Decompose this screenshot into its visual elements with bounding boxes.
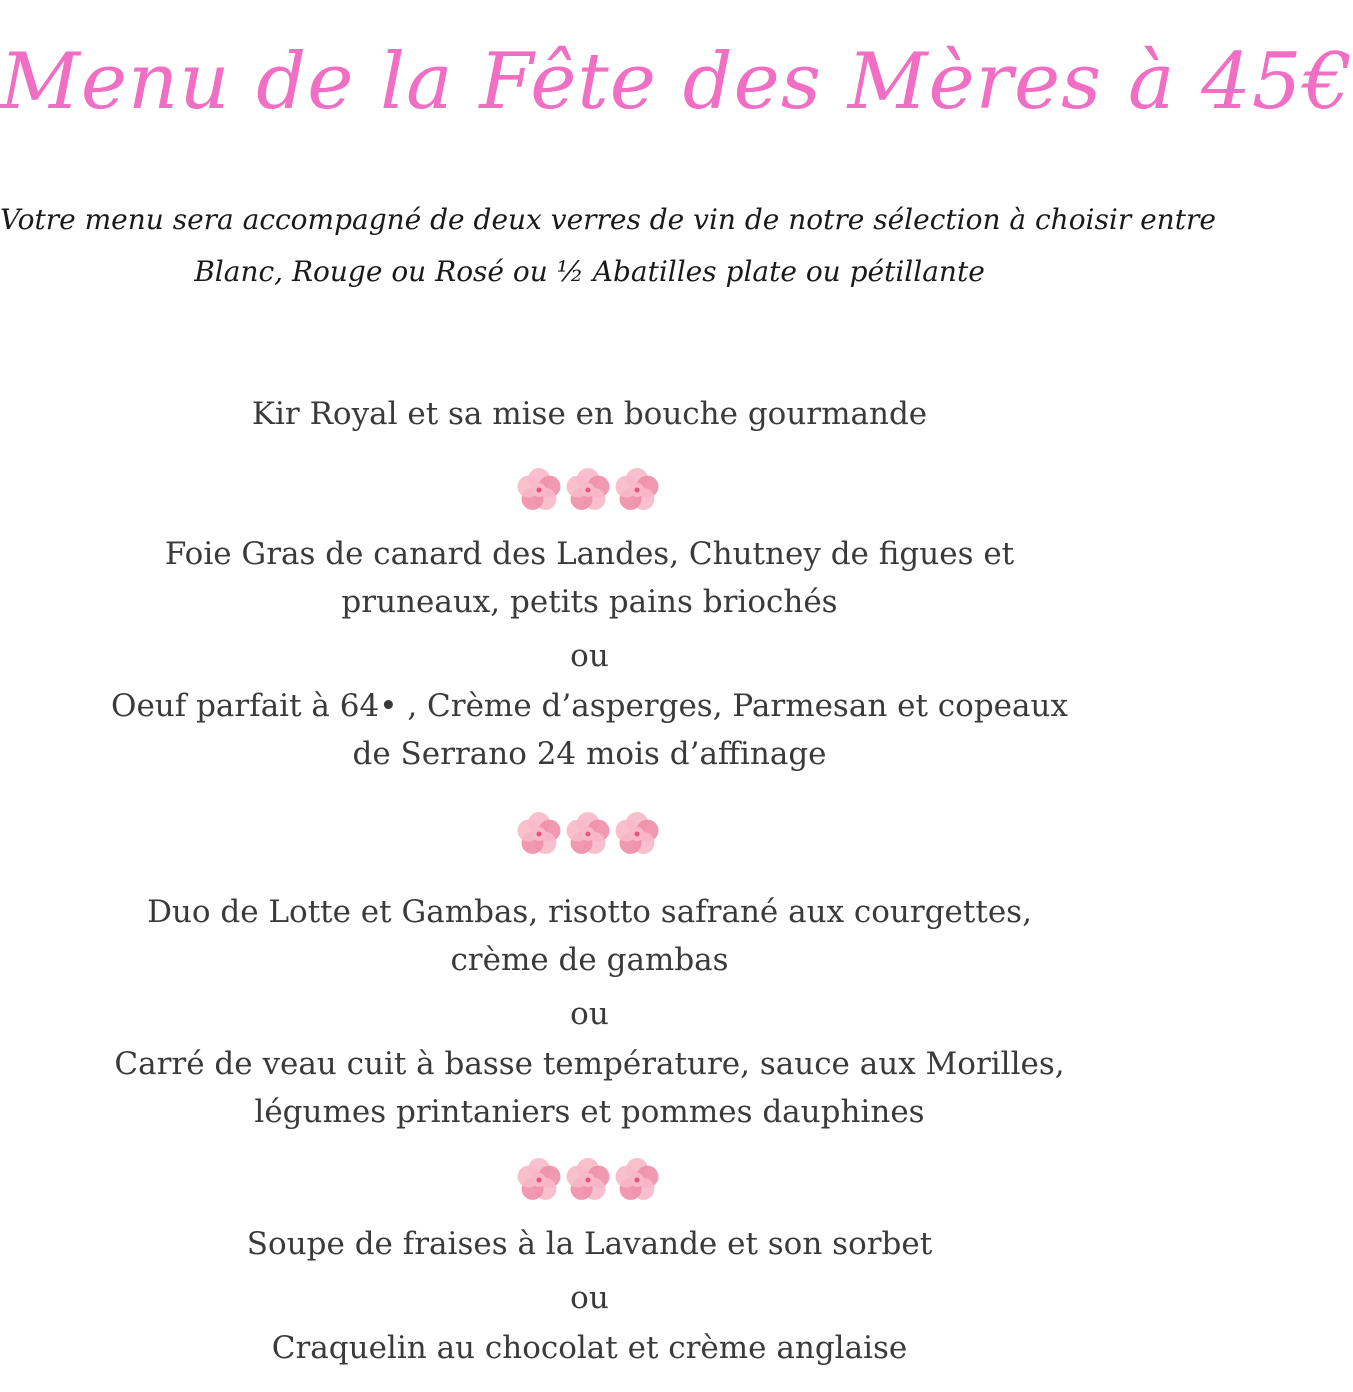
pink-flower-icon <box>616 812 659 854</box>
dessert-option-2: Craquelin au chocolat et crème anglaise <box>271 1330 908 1366</box>
dessert-or: ou <box>570 1280 609 1316</box>
plat-or: ou <box>570 996 609 1032</box>
pink-flower-icon <box>567 468 610 510</box>
pink-flower-icon <box>616 468 659 510</box>
plat-option-1-line-2: crème de gambas <box>450 942 729 978</box>
entree-or: ou <box>570 638 609 674</box>
pink-flower-icon <box>567 812 610 854</box>
menu-title: Menu de la Fête des Mères à 45€ <box>0 37 1353 127</box>
pink-flower-icon <box>518 468 561 510</box>
entree-option-2-line-2: de Serrano 24 mois d’affinage <box>352 736 827 772</box>
pink-flower-icon <box>616 1158 659 1200</box>
flower-separator-icon <box>513 1152 665 1208</box>
entree-option-1-line-1: Foie Gras de canard des Landes, Chutney de figues et <box>164 536 1015 572</box>
pink-flower-icon <box>518 1158 561 1200</box>
plat-option-2-line-2: légumes printaniers et pommes dauphines <box>254 1094 925 1130</box>
wine-note-line-2: Blanc, Rouge ou Rosé ou ½ Abatilles plate ou pétillante <box>194 255 985 288</box>
dessert-option-1: Soupe de fraises à la Lavande et son sorbet <box>246 1226 933 1262</box>
wine-note-line-1: Votre menu sera accompagné de deux verres de vin de notre sélection à choisir entre <box>0 203 1216 236</box>
plat-option-2-line-1: Carré de veau cuit à basse température, sauce aux Morilles, <box>114 1046 1065 1082</box>
entree-option-1-line-2: pruneaux, petits pains briochés <box>341 584 838 620</box>
pink-flower-icon <box>518 812 561 854</box>
flower-separator-icon <box>513 462 665 518</box>
entree-option-2-line-1: Oeuf parfait à 64• , Crème d’asperges, Parmesan et copeaux <box>111 688 1068 724</box>
plat-option-1-line-1: Duo de Lotte et Gambas, risotto safrané aux courgettes, <box>147 894 1032 930</box>
pink-flower-icon <box>567 1158 610 1200</box>
flower-separator-icon <box>513 806 665 862</box>
aperitif-item: Kir Royal et sa mise en bouche gourmande <box>251 396 928 432</box>
